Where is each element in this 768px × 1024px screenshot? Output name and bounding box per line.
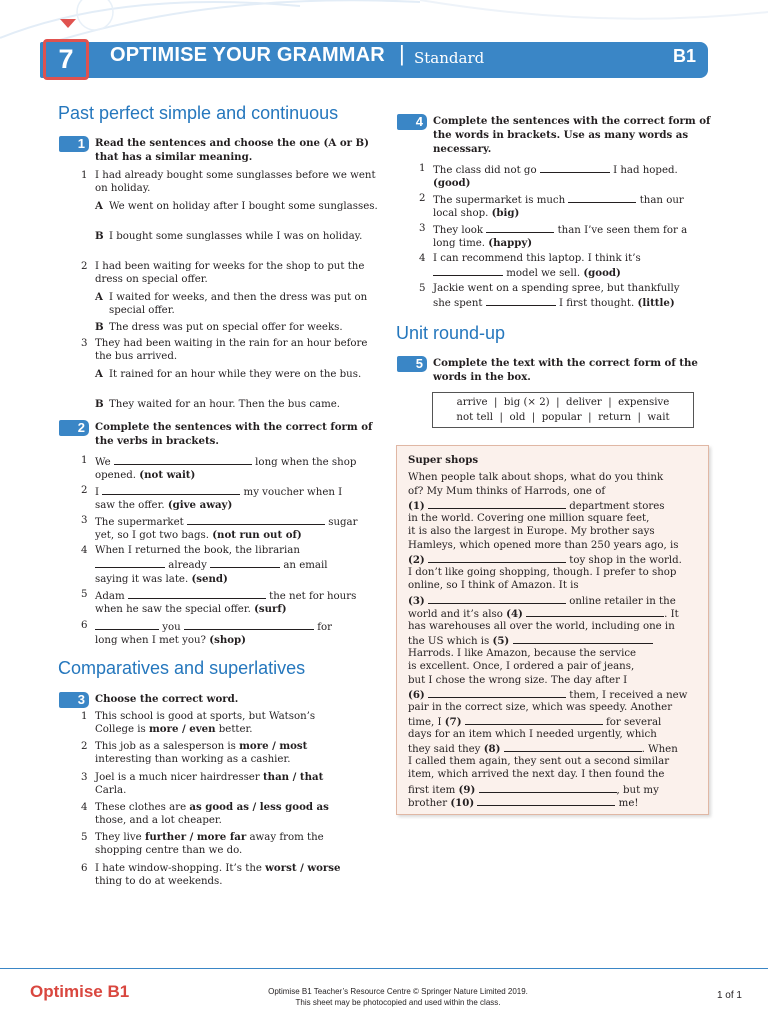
option-text: We went on holiday after I bought some sunglasses.	[109, 201, 378, 212]
text-fragment: they said they	[408, 744, 481, 755]
banner-level-code: B1	[672, 46, 696, 66]
item-text: long time.	[433, 238, 485, 250]
exercise-5-header	[397, 356, 712, 384]
word-hint: (good)	[433, 177, 471, 190]
answer-blank[interactable]	[210, 557, 280, 568]
option-label: A	[95, 291, 103, 303]
item-text: I can recommend this laptop. I think it’s	[433, 253, 641, 264]
item-number: 1	[81, 455, 88, 466]
section-heading-roundup: Unit round-up	[396, 323, 506, 343]
gap-number: (4)	[506, 608, 523, 620]
item-text: for	[317, 622, 332, 633]
word-box-row: arrive | big (× 2) | deliver | expensive	[456, 397, 670, 408]
answer-blank[interactable]	[187, 514, 325, 525]
copyright-line: Optimise B1 Teacher’s Resource Centre © Springer Nature Limited 2019.	[268, 987, 528, 996]
item-text: long when the shop	[255, 457, 357, 468]
item-text: when he saw the special offer.	[95, 604, 251, 616]
item-text: my voucher when I	[243, 487, 343, 498]
text-line: but I chose the wrong size. The day after I	[408, 674, 628, 686]
answer-blank[interactable]	[540, 162, 610, 173]
exercise-1-header	[59, 136, 377, 164]
gap-number: (8)	[483, 743, 501, 755]
text-line: pair in the correct size, which was speedy. Another	[408, 701, 673, 713]
exercise-number: 3	[59, 692, 89, 708]
text-fragment: first item	[408, 784, 456, 796]
item-text: The supermarket	[95, 517, 184, 528]
item-text: This school is good at sports, but Watson’s	[95, 711, 316, 722]
exercise-3-header	[59, 692, 377, 708]
item-text: I	[95, 487, 100, 498]
text-fragment: the US which is	[408, 636, 490, 647]
text-fragment: . When	[641, 744, 678, 755]
item-text: those, and a lot cheaper.	[95, 815, 222, 827]
text-line: I don’t like going shopping, though. I prefer to shop	[408, 566, 677, 578]
option-label: A	[95, 200, 103, 212]
text-line: Harrods. I like Amazon, because the service	[408, 647, 637, 659]
item-text: Jackie went on a spending spree, but thankfully	[433, 283, 680, 294]
text-line: is excellent. Once, I ordered a pair of jeans,	[408, 661, 635, 672]
text-fragment: toy shop in the world.	[569, 555, 682, 566]
item-text: We	[95, 457, 111, 468]
item-text: than I’ve seen them for a	[557, 225, 688, 236]
item-text: I had already bought some sunglasses before we went on holiday.	[95, 170, 376, 195]
item-number: 5	[419, 283, 426, 294]
verb-hint: (surf)	[254, 603, 287, 616]
option-label: B	[95, 230, 104, 242]
gap-number: (6)	[408, 689, 425, 701]
item-number: 3	[81, 772, 88, 783]
text-line: Hamleys, which opened more than 250 years ago, is	[408, 539, 679, 551]
word-hint: (good)	[583, 267, 621, 280]
item-text: I first thought.	[559, 298, 635, 310]
item-text: This job as a salesperson is	[95, 741, 236, 752]
item-text: shopping centre than we do.	[95, 845, 243, 857]
item-number: 3	[81, 515, 88, 526]
item-number: 4	[419, 253, 426, 264]
item-text: interesting than working as a cashier.	[95, 754, 291, 766]
answer-blank[interactable]	[114, 454, 252, 465]
option-label: B	[95, 321, 104, 333]
item-text: you	[162, 622, 181, 633]
word-choice[interactable]: worst / worse	[265, 862, 341, 874]
word-box	[432, 392, 694, 428]
option-label: B	[95, 398, 104, 410]
text-line: in the world. Covering one million square feet,	[408, 512, 650, 524]
item-text: yet, so I got two bags.	[95, 530, 209, 542]
item-text: Adam	[95, 591, 125, 602]
item-text: already	[168, 560, 207, 572]
exercise-4-header	[397, 114, 712, 156]
item-text: local shop.	[433, 208, 489, 220]
unit-marker-arrow	[60, 19, 76, 28]
copyright-line: This sheet may be photocopied and used within the class.	[295, 998, 501, 1007]
answer-blank[interactable]	[479, 782, 617, 793]
text-line	[408, 795, 638, 810]
text-line: it is also the largest in Europe. My brother says	[408, 526, 655, 537]
item-text: The class did not go	[433, 165, 537, 176]
verb-hint: (not run out of)	[212, 529, 302, 542]
item-number: 1	[81, 170, 88, 181]
text-line: item, which arrived the next day. I then found the	[408, 769, 665, 780]
item-number: 2	[419, 193, 426, 204]
text-line: has warehouses all over the world, including one in	[408, 620, 675, 632]
verb-hint: (give away)	[167, 499, 233, 512]
item-text: The supermarket is much	[433, 195, 566, 206]
footer-brand: Optimise B1	[30, 982, 130, 1001]
text-fragment: for several	[606, 717, 662, 728]
page-number: 1 of 1	[716, 990, 742, 1001]
answer-blank[interactable]	[486, 222, 554, 233]
item-text: College is	[95, 724, 146, 736]
answer-blank[interactable]	[184, 619, 314, 630]
gap-number: (2)	[408, 554, 425, 566]
unit-number: 7	[43, 39, 89, 80]
exercise-number: 4	[397, 114, 427, 130]
item-number: 5	[81, 589, 88, 600]
text-title: Super shops	[408, 454, 479, 466]
exercise-instruction: Read the sentences and choose the one (A or B) that has a similar meaning.	[95, 137, 369, 163]
answer-blank[interactable]	[128, 588, 266, 599]
text-fragment: . It	[664, 609, 679, 620]
word-choice[interactable]: further / more far	[144, 831, 247, 843]
word-box-row: not tell | old | popular | return | wait	[456, 412, 670, 423]
answer-blank[interactable]	[95, 619, 159, 630]
item-text: I had hoped.	[613, 165, 678, 176]
item-text: thing to do at weekends.	[95, 876, 223, 888]
answer-blank[interactable]	[568, 192, 636, 203]
option-text: They waited for an hour. Then the bus came.	[109, 399, 341, 410]
item-number: 5	[81, 832, 88, 843]
exercise-number: 2	[59, 420, 89, 436]
word-choice[interactable]: than / that	[262, 771, 324, 783]
answer-blank[interactable]	[513, 633, 653, 644]
item-number: 4	[81, 802, 88, 813]
item-text: better.	[218, 724, 253, 736]
item-text: the net for hours	[269, 591, 357, 602]
reading-text-box	[396, 445, 709, 815]
answer-blank[interactable]	[433, 265, 503, 276]
answer-blank[interactable]	[486, 295, 556, 306]
item-text: saying it was late.	[95, 573, 189, 585]
item-number: 6	[81, 863, 88, 874]
banner-title: OPTIMISE YOUR GRAMMAR	[110, 44, 385, 66]
answer-blank[interactable]	[504, 741, 642, 752]
text-line: When people talk about shops, what do you think	[408, 472, 664, 483]
item-text: an email	[283, 560, 328, 572]
banner-separator: |	[399, 41, 405, 66]
section-heading-past-perfect: Past perfect simple and continuous	[58, 103, 339, 123]
word-choice[interactable]: more / most	[239, 740, 308, 752]
item-text: They had been waiting in the rain for an hour before the bus arrived.	[95, 338, 368, 363]
verb-hint: (not wait)	[139, 469, 196, 482]
exercise-2-header	[59, 420, 377, 448]
answer-blank[interactable]	[428, 552, 566, 563]
exercise-number: 1	[59, 136, 89, 152]
item-number: 3	[419, 223, 426, 234]
answer-blank[interactable]	[102, 484, 240, 495]
word-choice[interactable]: more / even	[149, 723, 216, 736]
item-text: sugar	[328, 517, 358, 528]
footer-copyright	[248, 986, 548, 1008]
item-text: she spent	[433, 298, 483, 310]
text-line: online, so I think of Amazon. It is	[408, 580, 579, 591]
word-hint: (little)	[637, 297, 675, 310]
gap-number: (9)	[458, 783, 476, 796]
footer-divider	[0, 968, 768, 969]
option-text: I bought some sunglasses while I was on holiday.	[109, 231, 363, 242]
text-fragment: me!	[618, 798, 639, 809]
option-text: The dress was put on special offer for weeks.	[109, 322, 343, 333]
text-fragment: brother	[408, 798, 448, 809]
option-label: A	[95, 368, 103, 380]
item-number: 4	[81, 545, 88, 556]
text-fragment: , but my	[616, 784, 659, 796]
item-text: long when I met you?	[95, 635, 207, 647]
item-text: than our	[639, 195, 684, 206]
item-number: 1	[419, 163, 426, 174]
word-choice[interactable]: as good as / less good as	[189, 801, 329, 813]
exercise-number: 5	[397, 356, 427, 372]
text-line: days for an item which I needed urgently, which	[408, 728, 657, 740]
item-text: Joel is a much nicer hairdresser	[95, 772, 260, 783]
text-fragment: them, I received a new	[569, 690, 688, 701]
item-number: 2	[81, 485, 88, 496]
verb-hint: (shop)	[209, 634, 246, 647]
text-fragment: world and it’s also	[408, 609, 503, 620]
item-text: When I returned the book, the librarian	[95, 545, 300, 556]
item-number: 2	[81, 261, 88, 272]
item-text: I had been waiting for weeks for the shop to put the dress on special offer.	[95, 261, 365, 286]
answer-blank[interactable]	[526, 606, 664, 617]
exercise-instruction: Choose the correct word.	[95, 693, 239, 705]
gap-number: (10)	[450, 797, 475, 809]
text-fragment: time, I	[408, 717, 442, 728]
gap-number: (1)	[408, 500, 425, 512]
verb-hint: (send)	[191, 572, 228, 585]
header-decoration	[0, 0, 768, 40]
gap-number: (7)	[444, 716, 462, 728]
answer-blank[interactable]	[428, 593, 566, 604]
item-text: opened.	[95, 470, 137, 482]
item-text: They look	[433, 225, 484, 236]
item-number: 1	[81, 711, 88, 722]
answer-blank[interactable]	[428, 687, 566, 698]
gap-number: (5)	[492, 635, 510, 647]
item-number: 2	[81, 741, 88, 752]
answer-blank[interactable]	[477, 795, 615, 806]
item-text: These clothes are	[95, 802, 187, 813]
answer-blank[interactable]	[428, 498, 566, 509]
item-text: They live	[95, 832, 142, 843]
option-text: It rained for an hour while they were on the bus.	[109, 369, 362, 380]
word-hint: (big)	[491, 207, 520, 220]
word-hint: (happy)	[488, 237, 533, 250]
item-text: Carla.	[95, 785, 127, 797]
text-line: I called them again, they sent out a second similar	[408, 755, 670, 767]
text-line: of? My Mum thinks of Harrods, one of	[408, 485, 606, 497]
item-number: 6	[81, 620, 88, 631]
item-text: saw the offer.	[95, 500, 165, 512]
answer-blank[interactable]	[95, 557, 165, 568]
exercise-instruction: Complete the sentences with the correct form of the words in brackets. Use as many words as necessary.	[433, 115, 711, 155]
exercise-instruction: Complete the sentences with the correct form of the verbs in brackets.	[95, 421, 373, 447]
title-banner	[40, 42, 708, 78]
banner-level: Standard	[414, 49, 485, 67]
section-heading-comparatives: Comparatives and superlatives	[58, 658, 306, 678]
text-fragment: online retailer in the	[569, 595, 676, 607]
answer-blank[interactable]	[465, 714, 603, 725]
text-fragment: department stores	[569, 501, 665, 512]
gap-number: (3)	[408, 594, 425, 607]
item-text: I hate window-shopping. It’s the	[95, 863, 262, 874]
option-text: I waited for weeks, and then the dress was put on special offer.	[109, 292, 368, 317]
item-number: 3	[81, 338, 88, 349]
item-text: model we sell.	[506, 268, 581, 280]
exercise-instruction: Complete the text with the correct form of the words in the box.	[433, 357, 698, 383]
item-text: away from the	[249, 832, 324, 843]
